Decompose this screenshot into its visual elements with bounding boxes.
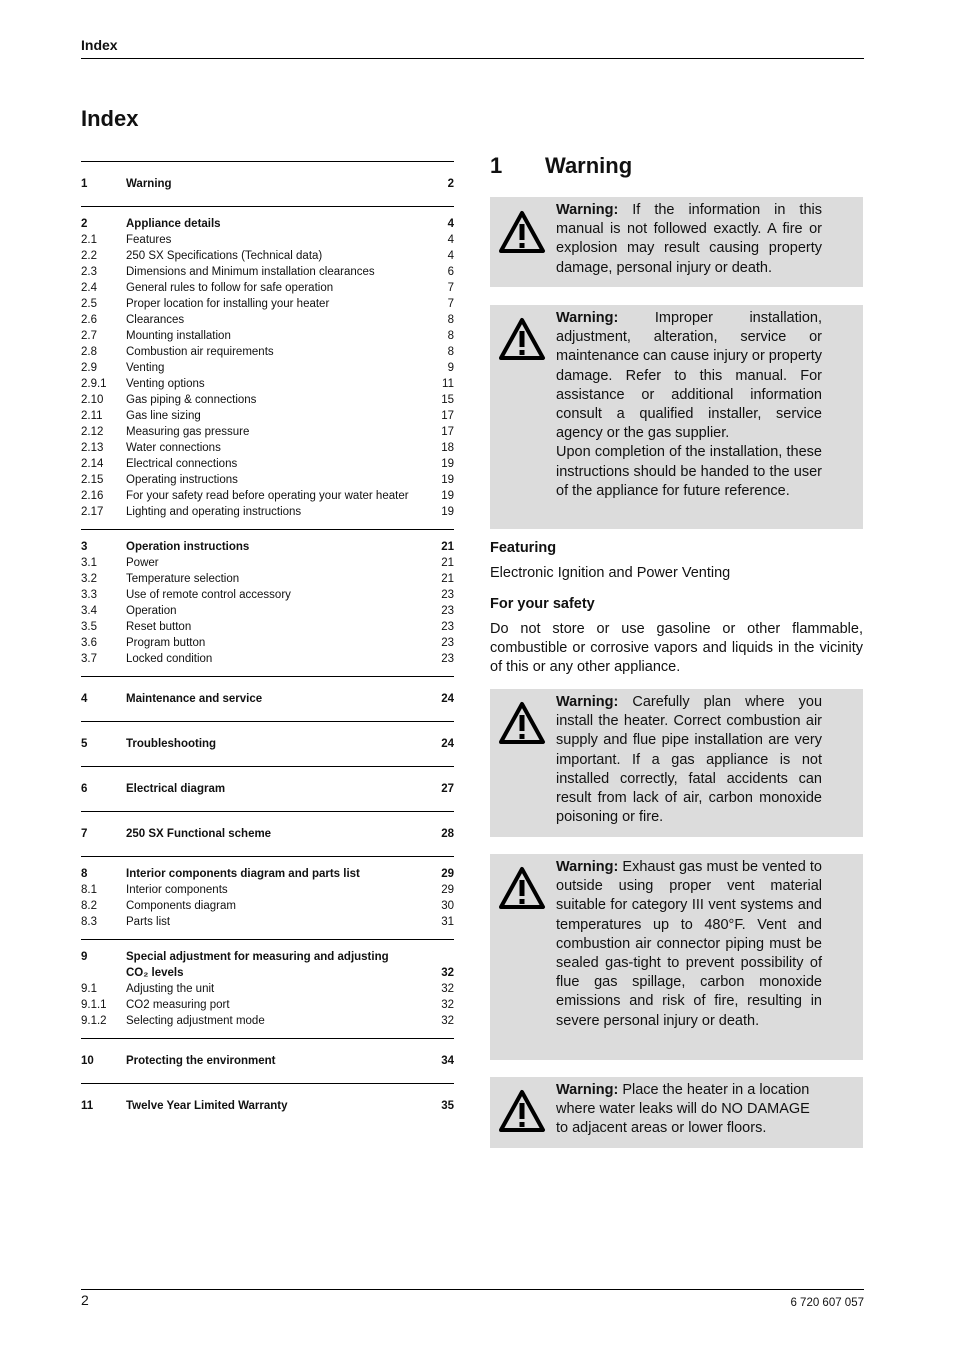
toc-number: 2.17 [81,506,104,518]
toc-page-number: 32 [441,1015,454,1027]
toc-section [81,676,454,721]
toc-entry-row[interactable] [81,456,454,472]
warning-box [490,1077,863,1148]
toc-title: Components diagram [126,900,236,912]
warning-box [490,854,863,1060]
toc-title: Water connections [126,442,221,454]
toc-number: 2.16 [81,490,104,502]
toc-page-number: 31 [441,916,454,928]
featuring-heading: Featuring [490,540,557,556]
toc-title: Venting options [126,378,205,390]
toc-title: Selecting adjustment mode [126,1015,265,1027]
toc-title: Special adjustment for measuring and adjusting CO₂ levels [126,951,389,979]
warning-triangle-icon [498,317,546,361]
toc-section [81,161,454,206]
toc-entry-row[interactable] [81,981,454,997]
toc-title: Venting [126,362,165,374]
toc-title: Use of remote control accessory [126,589,291,601]
toc-title: For your safety read before operating your water heater [126,490,409,502]
toc-section [81,721,454,766]
toc-page-number: 11 [442,378,454,390]
toc-page-number: 23 [441,621,454,633]
toc-number: 8.1 [81,884,97,896]
toc-number: 3.4 [81,605,97,617]
toc-page-number: 24 [441,738,454,750]
toc-number: 9.1.2 [81,1015,107,1027]
toc-page-number: 32 [441,967,454,979]
toc-page-number: 32 [441,999,454,1011]
toc-entry-row[interactable] [81,571,454,587]
toc-title: Parts list [126,916,171,928]
toc-number: 3.6 [81,637,97,649]
toc-title: Maintenance and service [126,693,263,705]
toc-page-number: 23 [441,637,454,649]
section-title: Warning [545,153,633,178]
toc-entry-row[interactable] [81,619,454,635]
toc-page-number: 27 [441,783,454,795]
toc-page-number: 19 [441,506,454,518]
toc-page-number: 21 [441,541,454,553]
toc-number: 3.7 [81,653,97,665]
warning-text [556,858,822,1031]
warning-body: If the information in this manual is not followed exactly. A fire or explosion may result causing property damage, personal injury or death. [556,202,822,276]
toc-number: 1 [81,178,88,190]
toc-number: 7 [81,828,88,840]
warning-label: Warning: [556,859,619,875]
toc-title: Proper location for installing your heater [126,298,330,310]
toc-title: Appliance details [126,218,221,230]
toc-title: Locked condition [126,653,213,665]
toc-number: 2.4 [81,282,97,294]
toc-entry-row[interactable] [81,328,454,344]
warning-text [556,309,822,501]
warning-triangle-icon [498,1089,546,1133]
toc-number: 6 [81,783,88,795]
toc-title: Program button [126,637,206,649]
toc-title: Measuring gas pressure [126,426,250,438]
toc-number: 3 [81,541,88,553]
toc-page-number: 8 [447,330,454,342]
toc-page-number: 21 [441,573,454,585]
toc-entry-row[interactable] [81,440,454,456]
toc-page-number: 29 [441,868,454,880]
toc-chapter-row[interactable] [81,736,454,752]
warning-body: Place the heater in a location where water leaks will do NO DAMAGE to adjacent areas or lower floors. [556,1082,810,1137]
toc-entry-row[interactable] [81,555,454,571]
toc-section [81,206,454,529]
toc-page-number: 32 [441,983,454,995]
warning-triangle-icon [498,210,546,254]
toc-title: Features [126,234,172,246]
toc-page-number: 18 [441,442,454,454]
toc-page-number: 23 [441,653,454,665]
section-number: 1 [490,153,503,178]
safety-heading: For your safety [490,596,595,612]
toc-entry-row[interactable] [81,360,454,376]
toc-title: Warning [126,178,172,190]
warning-box [490,689,863,837]
toc-number: 2.1 [81,234,97,246]
section-heading [490,153,632,179]
toc-page-number: 4 [447,218,454,230]
toc-number: 8.3 [81,916,97,928]
toc-entry-row[interactable] [81,312,454,328]
toc-number: 2.3 [81,266,97,278]
toc-chapter-row[interactable] [81,781,454,797]
toc-entry-row[interactable] [81,408,454,424]
toc-section [81,856,454,939]
warning-text [556,1081,822,1139]
toc-page-number: 19 [441,490,454,502]
toc-page-number: 7 [447,282,454,294]
toc-entry-row[interactable] [81,603,454,619]
toc-page-number: 7 [447,298,454,310]
toc-page-number: 28 [441,828,454,840]
warning-body-continued: Upon completion of the installation, these instructions should be handed to the user of the appliance for future reference. [556,444,822,499]
toc-entry-row[interactable] [81,1013,454,1029]
toc-number: 3.1 [81,557,97,569]
toc-number: 8.2 [81,900,97,912]
toc-section [81,766,454,811]
toc-number: 9 [81,951,88,963]
toc-number: 2.12 [81,426,104,438]
toc-page-number: 17 [441,426,454,438]
toc-title: Temperature selection [126,573,240,585]
toc-number: 9.1 [81,983,97,995]
toc-number: 8 [81,868,88,880]
toc-page-number: 24 [441,693,454,705]
toc-title: Interior components diagram and parts list [126,868,360,880]
toc-number: 2.10 [81,394,104,406]
toc-title: Twelve Year Limited Warranty [126,1100,288,1112]
toc-page-number: 4 [447,234,454,246]
toc-number: 9.1.1 [81,999,107,1011]
toc-entry-row[interactable] [81,882,454,898]
toc-page-number: 23 [441,589,454,601]
toc-number: 5 [81,738,88,750]
toc-title: Clearances [126,314,185,326]
toc-page-number: 19 [441,458,454,470]
toc-number: 2.2 [81,250,97,262]
toc-title: Operation instructions [126,541,250,553]
page-number: 2 [81,1292,89,1308]
toc-entry-row[interactable] [81,898,454,914]
toc-page-number: 2 [447,178,454,190]
toc-title: Reset button [126,621,192,633]
toc-page-number: 8 [447,346,454,358]
toc-chapter-row[interactable] [81,1053,454,1069]
toc-title: Operating instructions [126,474,238,486]
safety-text: Do not store or use gasoline or other flammable, combustible or corrosive vapors and liquids in the vicinity of this or any other appliance. [490,621,863,676]
toc-title: Gas piping & connections [126,394,257,406]
toc-page-number: 19 [441,474,454,486]
toc-entry-row[interactable] [81,296,454,312]
toc-number: 2.15 [81,474,104,486]
toc-entry-row[interactable] [81,914,454,930]
toc-entry-row[interactable] [81,424,454,440]
toc-title: Adjusting the unit [126,983,215,995]
toc-number: 11 [81,1100,94,1112]
toc-chapter-row[interactable] [81,216,454,232]
toc-title: Electrical connections [126,458,238,470]
warning-text [556,693,822,827]
toc-page-number: 9 [447,362,454,374]
toc-page-number: 35 [441,1100,454,1112]
warning-label: Warning: [556,1082,619,1098]
toc-number: 2.13 [81,442,104,454]
footer-rule [81,1289,864,1290]
toc-title: Dimensions and Minimum installation clearances [126,266,375,278]
toc-title: General rules to follow for safe operation [126,282,334,294]
toc-entry-row[interactable] [81,392,454,408]
warning-body: Improper installation, adjustment, alteration, service or maintenance can cause injury or property damage. Refer to this manual. For assistance or additional information consult a qualified installer, service agency or the gas supplier. [556,310,823,442]
warning-box [490,305,863,529]
toc-title: Operation [126,605,177,617]
toc-entry-row[interactable] [81,376,454,392]
toc-title: 250 SX Specifications (Technical data) [126,250,323,262]
toc-page-number: 21 [441,557,454,569]
toc-page-number: 23 [441,605,454,617]
toc-entry-row[interactable] [81,635,454,651]
toc-section [81,1038,454,1083]
warning-label: Warning: [556,694,619,710]
toc-number: 2.8 [81,346,97,358]
toc-number: 2.6 [81,314,97,326]
toc-page-number: 34 [441,1055,454,1067]
toc-chapter-row[interactable] [81,826,454,842]
toc-page-number: 4 [447,250,454,262]
toc-entry-row[interactable] [81,344,454,360]
toc-entry-row[interactable] [81,248,454,264]
toc-chapter-row[interactable] [81,866,454,882]
toc-title: Combustion air requirements [126,346,274,358]
toc-title: CO2 measuring port [126,999,230,1011]
table-of-contents [81,161,454,1128]
toc-title: Power [126,557,159,569]
toc-entry-row[interactable] [81,587,454,603]
toc-chapter-row[interactable] [81,949,454,981]
featuring-text: Electronic Ignition and Power Venting [490,565,731,581]
toc-page-number: 15 [441,394,454,406]
toc-title: Lighting and operating instructions [126,506,302,518]
toc-number: 10 [81,1055,94,1067]
warning-body: Carefully plan where you install the heater. Correct combustion air supply and flue pipe installation are very important. If a gas appliance is not installed correctly, fatal accidents can result from lack of air, carbon monoxide poisoning or fire. [556,694,823,826]
toc-section [81,811,454,856]
warning-label: Warning: [556,310,619,326]
toc-number: 3.2 [81,573,97,585]
toc-entry-row[interactable] [81,232,454,248]
toc-title: Mounting installation [126,330,231,342]
warning-body: Exhaust gas must be vented to outside using proper vent material suitable for category III vent systems and temperatures up to 480°F. Vent and combustion air connector piping must be sealed gas-tight to prevent possibility of flue gas spillage, carbon monoxide emissions and risk of fire, resulting in severe personal injury or death. [556,859,822,1029]
toc-page-number: 30 [441,900,454,912]
running-header: Index [81,37,118,53]
warning-triangle-icon [498,866,546,910]
document-code: 6 720 607 057 [790,1297,864,1309]
warning-label: Warning: [556,202,619,218]
toc-page-number: 17 [441,410,454,422]
toc-number: 2 [81,218,88,230]
toc-title: 250 SX Functional scheme [126,828,272,840]
toc-number: 2.9.1 [81,378,107,390]
toc-title: Troubleshooting [126,738,217,750]
toc-title: Gas line sizing [126,410,201,422]
toc-chapter-row[interactable] [81,176,454,192]
toc-page-number: 6 [447,266,454,278]
toc-chapter-row[interactable] [81,691,454,707]
toc-entry-row[interactable] [81,280,454,296]
toc-title: Protecting the environment [126,1055,276,1067]
toc-chapter-row[interactable] [81,1098,454,1114]
warning-text [556,201,822,278]
toc-number: 2.9 [81,362,97,374]
toc-title: Electrical diagram [126,783,226,795]
toc-number: 3.3 [81,589,97,601]
toc-entry-row[interactable] [81,264,454,280]
toc-section [81,1083,454,1128]
toc-entry-row[interactable] [81,472,454,488]
toc-entry-row[interactable] [81,504,454,520]
toc-number: 2.7 [81,330,97,342]
toc-page-number: 8 [447,314,454,326]
toc-number: 3.5 [81,621,97,633]
toc-section [81,939,454,1038]
toc-entry-row[interactable] [81,997,454,1013]
toc-entry-row[interactable] [81,488,454,504]
toc-number: 2.11 [81,410,103,422]
warning-triangle-icon [498,701,546,745]
toc-page-number: 29 [441,884,454,896]
toc-title: Interior components [126,884,228,896]
toc-chapter-row[interactable] [81,539,454,555]
toc-section [81,529,454,676]
header-rule [81,58,864,59]
toc-number: 2.14 [81,458,104,470]
toc-number: 2.5 [81,298,97,310]
toc-entry-row[interactable] [81,651,454,667]
warning-box [490,197,863,287]
toc-number: 4 [81,693,88,705]
page-title: Index [81,106,139,131]
